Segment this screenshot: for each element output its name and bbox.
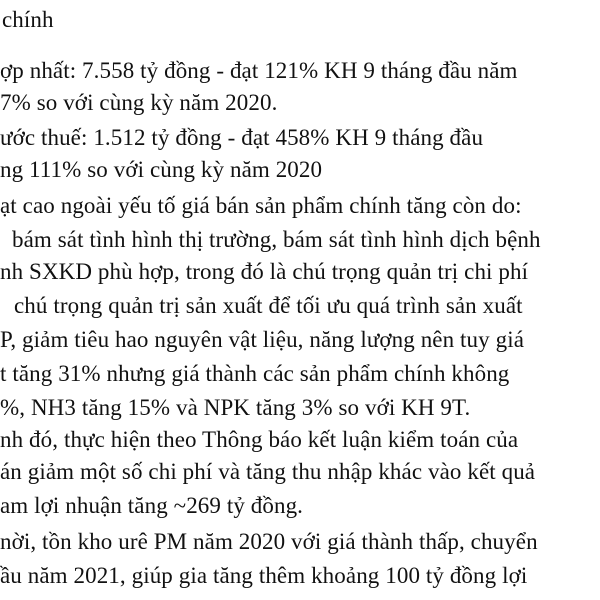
text-line-7: bám sát tình hình thị trường, bám sát tình hình dịch bệnh	[12, 227, 541, 252]
text-line-1: chính	[2, 7, 54, 32]
text-line-9: chú trọng quản trị sản xuất để tối ưu quá trình sản xuất	[14, 293, 523, 318]
text-line-10: P, giảm tiêu hao nguyên vật liệu, năng lượng nên tuy giá	[0, 327, 524, 352]
text-line-12: %, NH3 tăng 15% và NPK tăng 3% so với KH 9T.	[0, 395, 471, 420]
text-line-14: án giảm một số chi phí và tăng thu nhập khác vào kết quả	[0, 459, 536, 484]
text-line-15: am lợi nhuận tăng ~269 tỷ đồng.	[0, 493, 304, 518]
text-line-2: ợp nhất: 7.558 tỷ đồng - đạt 121% KH 9 tháng đầu năm	[0, 58, 518, 83]
text-line-3: 7% so với cùng kỳ năm 2020.	[0, 90, 278, 115]
text-line-8: nh SXKD phù hợp, trong đó là chú trọng quản trị chi phí	[0, 259, 529, 284]
text-line-5: ng 111% so với cùng kỳ năm 2020	[0, 157, 323, 182]
text-line-17: ầu năm 2021, giúp gia tăng thêm khoảng 100 tỷ đồng lợi	[0, 563, 528, 588]
text-line-4: ước thuế: 1.512 tỷ đồng - đạt 458% KH 9 tháng đầu	[0, 125, 484, 150]
text-line-13: nh đó, thực hiện theo Thông báo kết luận kiểm toán của	[0, 427, 519, 452]
text-line-6: ạt cao ngoài yếu tố giá bán sản phẩm chính tăng còn do:	[0, 193, 522, 218]
text-line-11: t tăng 31% nhưng giá thành các sản phẩm chính không	[0, 361, 510, 386]
text-line-16: nời, tồn kho urê PM năm 2020 với giá thành thấp, chuyển	[0, 529, 538, 554]
